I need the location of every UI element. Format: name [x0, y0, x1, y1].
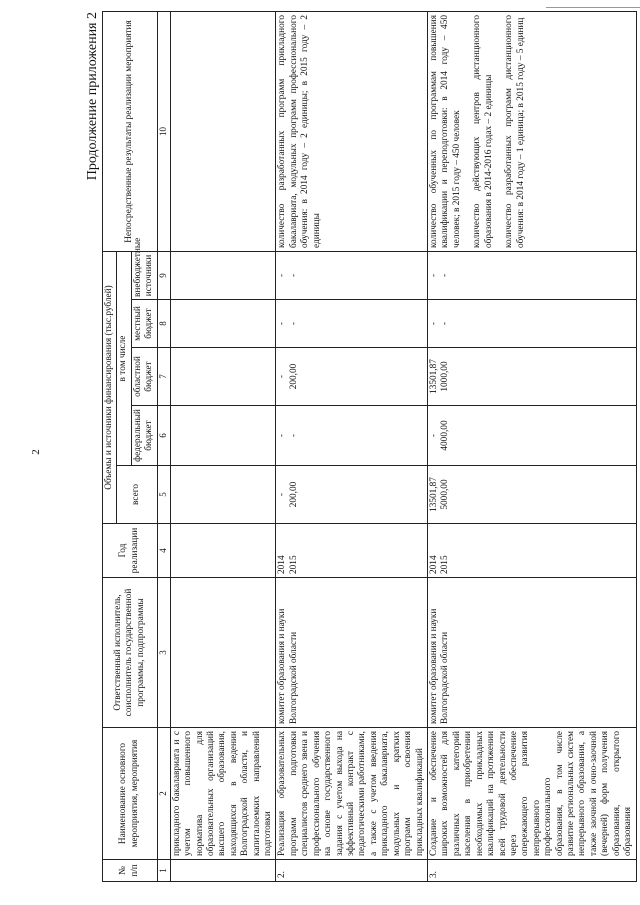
regional-value: 200,00: [288, 363, 299, 390]
header-total: всего: [117, 466, 157, 524]
header-finance: Объемы и источники финансирования (тыс.рублей): [103, 251, 117, 523]
result-item: количество разработанных программ прикладного бакалавриата, модульных программ профессионального обучения: в 2014 году – 2 единицы; в 2015 году – 2 единицы: [277, 14, 322, 248]
total-value: 13501,87: [428, 477, 439, 512]
header-extrabudget: внебюджетные источники: [131, 251, 157, 299]
extrabudget-value: -: [440, 273, 451, 278]
result-item: количество действующих центров дистанционного образования в 2014-2016 годах – 2 единицы: [472, 14, 494, 248]
header-name: Наименование основного мероприятия, мероприятия: [103, 728, 158, 860]
local-value: -: [440, 321, 451, 326]
row-total: [170, 466, 276, 524]
header-responsible: Ответственный исполнитель, соисполнитель государственной программы, подпрограммы: [103, 578, 158, 728]
row-local: [427, 300, 636, 348]
row-responsible: [170, 578, 276, 728]
row-total: [427, 466, 636, 524]
header-year: Год реализации: [103, 524, 158, 578]
extrabudget-value: -: [428, 273, 439, 278]
corner-rule: [546, 7, 640, 8]
result-item: количество обученных по программам повышения квалификации и переподготовки: в 2014 году – 450 человек; в 2015 году – 450 человек: [428, 14, 462, 248]
col-number: 1: [157, 860, 170, 882]
col-number: 5: [157, 466, 170, 524]
row-responsible: комитет образования и науки Волгоградской области: [427, 578, 636, 728]
col-number: 7: [157, 348, 170, 406]
extrabudget-value: -: [288, 273, 299, 278]
row-regional: [427, 348, 636, 406]
row-name: Реализация образовательных программ подготовки специалистов среднего звена и профессионального обучения на основе государственного задания с учетом выхода на эффективный контракт с педагогическими работниками, а также с учетом введения прикладного бакалавриата, модульных и кратких программ освоения прикладных квалификаций: [276, 728, 427, 860]
year-value: 2015: [288, 555, 299, 574]
regional-value: 13501,87: [428, 359, 439, 394]
header-federal: федеральный бюджет: [131, 406, 157, 466]
col-number: 4: [157, 524, 170, 578]
row-name: Создание и обеспечение широких возможностей для различных категорий населения в приобретении необходимых прикладных квалификаций на протяжении всей трудовой деятельности через обеспечение опережающего развития непрерывного профессионального образования, в том числе развитие региональных систем непрерывного образования, а также заочной и очно-заочной (вечерней) форм получения образования, открытого образования: [427, 728, 636, 860]
row-num: [170, 860, 276, 882]
row-local: [276, 300, 427, 348]
result-item: количество разработанных программ дистанционного обучения: в 2014 году – 1 единица; в 2015 году – 5 единиц: [504, 14, 526, 248]
federal-value: 4000,00: [440, 420, 451, 451]
extrabudget-value: -: [277, 273, 288, 278]
total-value: -: [277, 492, 288, 497]
col-number: 10: [157, 11, 170, 251]
local-value: -: [277, 321, 288, 326]
rotated-page: [85, 12, 640, 882]
total-value: 5000,00: [440, 479, 451, 510]
row-num: 3.: [427, 860, 636, 882]
finance-table: [102, 11, 637, 882]
row-name: прикладного бакалавриата и с учетом повышенного норматива для образовательных организаций высшего образования, находящихся в ведении Волгоградской области, и капиталоемких направлений подготовки: [170, 728, 276, 860]
col-number: 6: [157, 406, 170, 466]
local-value: -: [428, 321, 439, 326]
col-number: 3: [157, 578, 170, 728]
row-results: [170, 11, 276, 251]
row-extrabudget: [170, 251, 276, 299]
row-year: [170, 524, 276, 578]
table-row: [170, 11, 276, 881]
row-results: [427, 11, 636, 251]
header-including: в том числе: [117, 251, 131, 465]
total-value: 200,00: [288, 481, 299, 508]
row-year: [427, 524, 636, 578]
row-regional: [170, 348, 276, 406]
header-results: Непосредственные результаты реализации мероприятия: [103, 11, 158, 251]
page-number: 2: [30, 449, 42, 455]
col-number: 8: [157, 300, 170, 348]
col-number: 2: [157, 728, 170, 860]
table-row: [276, 11, 427, 881]
row-num: 2.: [276, 860, 427, 882]
row-extrabudget: [427, 251, 636, 299]
year-value: 2014: [428, 555, 439, 574]
federal-value: -: [277, 433, 288, 438]
regional-value: -: [277, 374, 288, 379]
caption: Продолжение приложения 2: [85, 12, 100, 181]
year-value: 2014: [277, 555, 288, 574]
local-value: -: [288, 321, 299, 326]
row-federal: [276, 406, 427, 466]
row-extrabudget: [276, 251, 427, 299]
table-row: [427, 11, 636, 881]
year-value: 2015: [440, 555, 451, 574]
federal-value: -: [288, 433, 299, 438]
row-results: [276, 11, 427, 251]
federal-value: -: [428, 433, 439, 438]
header-regional: областной бюджет: [131, 348, 157, 406]
row-federal: [170, 406, 276, 466]
col-number: 9: [157, 251, 170, 299]
row-federal: [427, 406, 636, 466]
row-total: [276, 466, 427, 524]
row-year: [276, 524, 427, 578]
row-responsible: комитет образования и науки Волгоградской области: [276, 578, 427, 728]
header-num: № п/п: [103, 860, 158, 882]
header-local: местный бюджет: [131, 300, 157, 348]
row-regional: [276, 348, 427, 406]
regional-value: 1000,00: [440, 361, 451, 392]
row-local: [170, 300, 276, 348]
